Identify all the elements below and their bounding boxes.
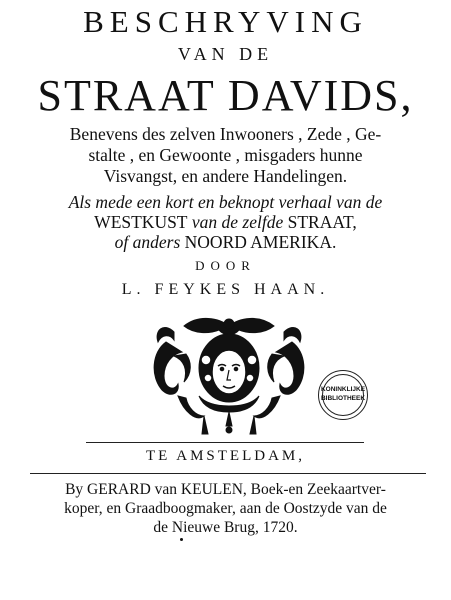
italic-line-3-italic: of anders [114,232,185,252]
subtitle-line-2: stalte , en Gewoonte , misgaders hunne [88,145,363,165]
door-label: DOOR [195,258,256,273]
stamp-line-2: BIBLIOTHEEK [320,395,366,402]
italic-line-2-italic: van de zelfde [187,212,288,232]
ornamental-vignette-icon [144,312,314,438]
italic-line-3 [0,232,451,253]
imprint-line-2: koper, en Graadboogmaker, aan de Oostzyde van de [64,500,387,517]
imprint-line-1: By GERARD van KEULEN, Boek-en Zeekaartver- [65,481,386,498]
subtitle-line-3: Visvangst, en andere Handelingen. [103,166,348,186]
imprint-line-3: de Nieuwe Brug, 1720. [153,519,298,536]
place-of-publication: TE AMSTELDAM, [146,448,305,464]
title-line-2: VAN DE [177,44,274,64]
italic-line-2 [0,212,451,233]
divider-bottom [30,473,426,474]
title-line-1: BESCHRYVING [83,4,368,39]
italic-line-2-caps-b: STRAAT, [287,212,357,232]
subtitle-line-1: Benevens des zelven Inwooners , Zede , Ge- [69,124,382,144]
italic-line-2-caps-a: WESTKUST [94,212,188,232]
title-line-3: STRAAT DAVIDS, [37,71,414,120]
stamp-line-1: KONINKLIJKE [320,386,366,393]
ink-dot [180,538,183,541]
italic-line-1: Als mede een kort en beknopt verhaal van de [68,192,383,212]
library-stamp-icon [318,370,368,420]
author-name: L. FEYKES HAAN. [121,281,330,298]
italic-line-3-caps: NOORD AMERIKA. [184,232,337,252]
divider-top [86,442,364,443]
